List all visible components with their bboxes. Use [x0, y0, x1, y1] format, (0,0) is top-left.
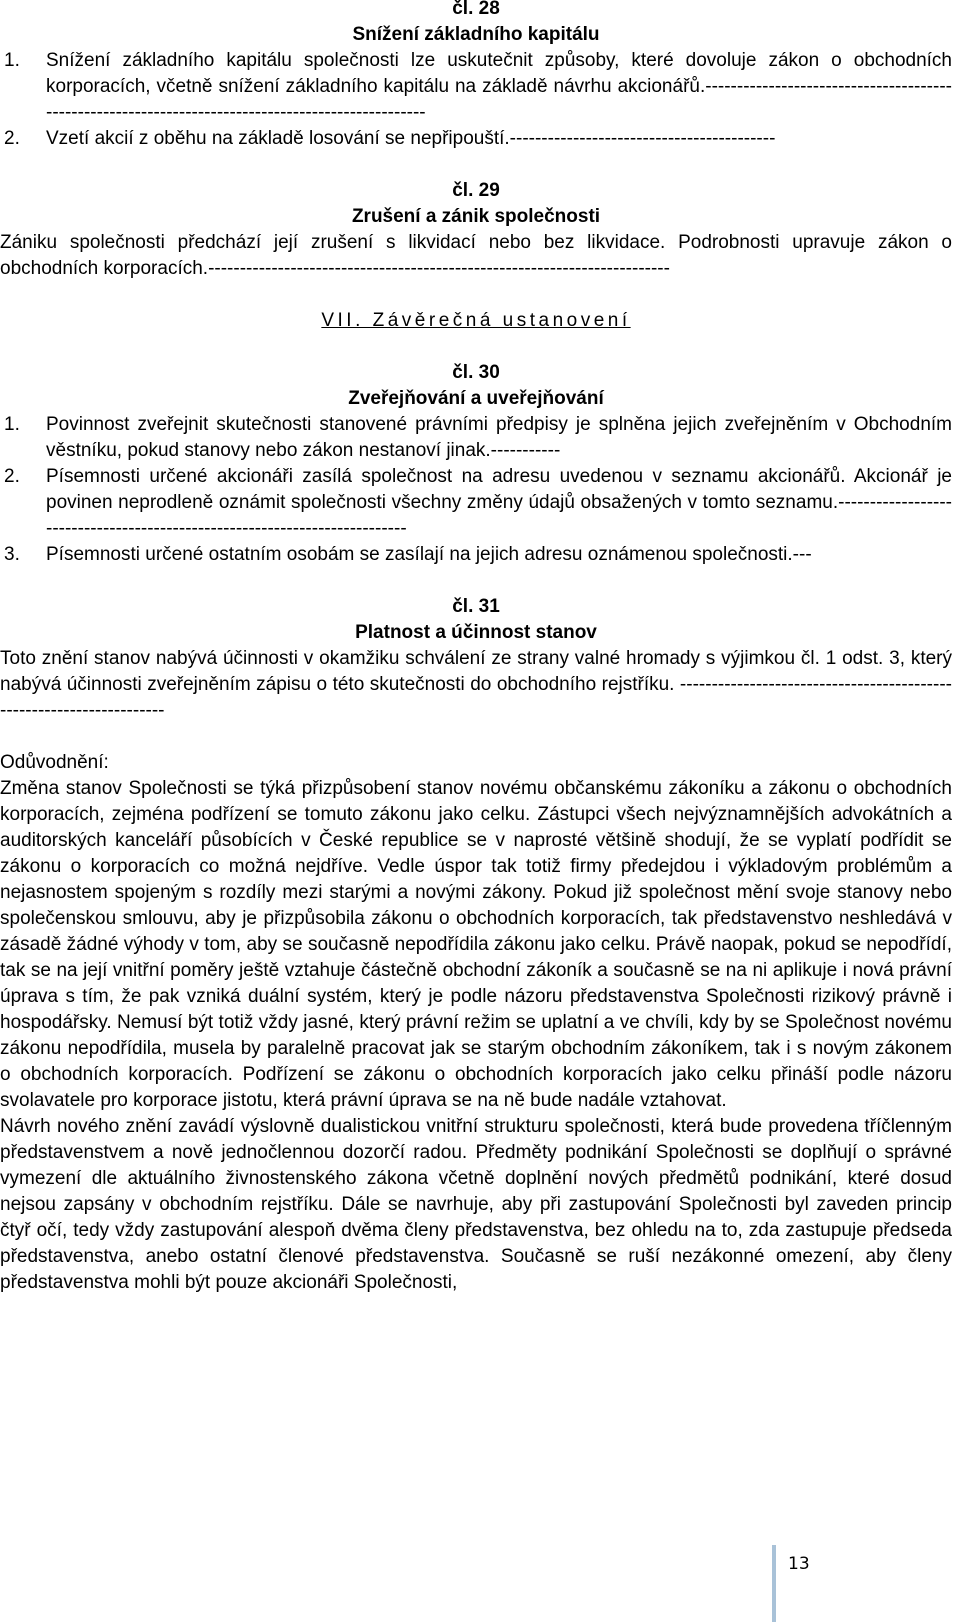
article-text: Zániku společnosti předchází její zrušení s likvidací nebo bez likvidace. Podrobnosti upravuje zákon o obchodních korporacích.------------------------------------------------------------------------- — [0, 232, 952, 279]
article-number: čl. 30 — [452, 362, 500, 383]
item-number: 1. — [4, 414, 20, 435]
list-item — [0, 464, 952, 542]
page-number: 13 — [788, 1554, 810, 1574]
list-item — [0, 48, 952, 126]
article-text: Toto znění stanov nabývá účinnosti v okamžiku schválení ze strany valné hromady s výjimkou čl. 1 odst. 3, který nabývá účinnosti zveřejněním zápisu o této skutečnosti do obchodního rejstříku. --------------------------------------------------------------------- — [0, 648, 952, 721]
item-text: Vzetí akcií z oběhu na základě losování se nepřipouští.------------------------------------------ — [46, 128, 776, 149]
item-number: 2. — [4, 466, 20, 487]
article-title: Zveřejňování a uveřejňování — [348, 388, 604, 409]
page-footer — [772, 1545, 810, 1622]
article-28 — [0, 0, 952, 152]
article-title: Platnost a účinnost stanov — [355, 622, 597, 643]
reasoning-paragraph: Návrh nového znění zavádí výslovně dualistickou vnitřní strukturu společnosti, která bude provedena tříčlenným představenstvem a nově jednočlennou dozorčí radou. Předměty podnikání Společnosti se doplňují o správné vymezení dle aktuálního živnostenského zákona včetně doplnění nových předmětů podnikání, které dosud nejsou zapsány v obchodním rejstříku. Dále se navrhuje, aby při zastupování Společnosti byl zaveden princip čtyř očí, tedy vždy zastupování alespoň dvěma členy představenstva, bez ohledu na to, zda zastupuje předseda představenstva, anebo ostatní členové představenstva. Současně se ruší nezákonné omezení, aby členy představenstva mohli být pouze akcionáři Společnosti, — [0, 1116, 952, 1293]
reasoning-section — [0, 750, 952, 1296]
item-text: Písemnosti určené ostatním osobám se zasílají na jejich adresu oznámenou společnosti.--- — [46, 544, 812, 565]
item-number: 2. — [4, 128, 20, 149]
article-title: Zrušení a zánik společnosti — [351, 206, 601, 227]
article-number: čl. 29 — [452, 180, 500, 201]
article-29 — [0, 178, 952, 282]
list-item — [0, 412, 952, 464]
item-text: Snížení základního kapitálu společnosti lze uskutečnit způsoby, které dovoluje zákon o obchodních korporacích, včetně snížení základního kapitálu na základě návrhu akcionářů.--------------------------------------------------------------------------------------------------- — [46, 50, 952, 123]
article-title: Snížení základního kapitálu — [352, 24, 600, 45]
article-number: čl. 28 — [452, 0, 500, 19]
list-item — [0, 126, 952, 152]
item-number: 3. — [4, 544, 20, 565]
item-text: Povinnost zveřejnit skutečnosti stanovené právními předpisy je splněna jejich zveřejněním v Obchodním věstníku, pokud stanovy nebo zákon nestanoví jinak.----------- — [46, 414, 952, 461]
item-number: 1. — [4, 50, 20, 71]
list-item — [0, 542, 952, 568]
article-30 — [0, 360, 952, 568]
part-heading: VII. Závěrečná ustanovení — [321, 310, 631, 331]
item-text: Písemnosti určené akcionáři zasílá společnost na adresu uvedenou v seznamu akcionářů. Akcionář je povinen neprodleně oznámit společnosti všechny změny údajů obsažených v tomto seznamu.--------------------------------------------------------------------------- — [46, 466, 952, 539]
article-31 — [0, 594, 952, 724]
reasoning-label: Odůvodnění: — [0, 752, 109, 773]
reasoning-paragraph: Změna stanov Společnosti se týká přizpůsobení stanov novému občanskému zákoníku a zákonu o obchodních korporacích, zejména podřízení se tomuto zákonu jako celku. Zástupci všech nejvýznamnějších advokátních a auditorských kanceláří působících v České republice se v naprosté většině shodují, že se vyplatí podřídit se zákonu o korporacích co možná nejdříve. Vedle úspor tak totiž firmy předejdou i výkladovým problémům a nejasnostem spojeným s rozdíly mezi starými a novými zákony. Pokud již společnost mění svoje stanovy nebo společenskou smlouvu, aby je přizpůsobila zákonu o obchodních korporacích, tak představenstvo neshledává v zásadě žádné výhody v tom, aby se současně nepodřídila zákonu jako celku. Právě naopak, pokud se nepodřídí, tak se na její vnitřní poměry ještě vztahuje částečně obchodní zákoník a současně se na ni aplikuje i nová právní úprava s tím, že pak vzniká duální systém, který je podle názoru představenstva Společnosti rizikový právně i hospodářsky. Nemusí být totiž vždy jasné, který právní režim se uplatní a ve chvíli, kdy by se Společnost novému zákonu nepodřídila, musela by paralelně pracovat jak se starým obchodním zákoníkem, tak i s novým zákonem o obchodních korporacích. Podřízení se zákonu o obchodních korporacích jako celku přináší podle názoru svolavatele pro korporace jistotu, která právní úprava se na ně bude nadále vztahovat. — [0, 778, 952, 1111]
article-number: čl. 31 — [452, 596, 500, 617]
